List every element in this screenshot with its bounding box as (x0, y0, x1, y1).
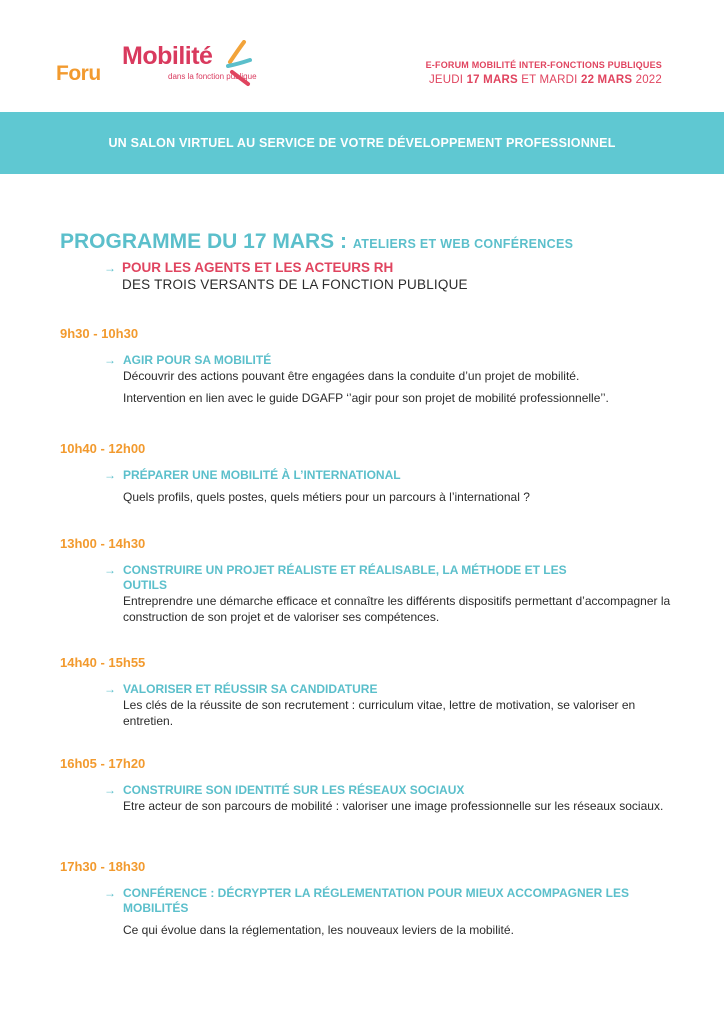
programme-audience (104, 260, 468, 292)
arrow-right-icon: → (104, 886, 116, 900)
event-title: E-FORUM MOBILITÉ INTER-FONCTIONS PUBLIQUES (425, 60, 662, 70)
event-dates (426, 74, 662, 86)
event-year: 2022 (632, 74, 662, 86)
audience-line2: DES TROIS VERSANTS DE LA FONCTION PUBLIQUE (122, 277, 468, 292)
logo-subtitle: dans la fonction publique (168, 72, 257, 81)
session-2 (60, 441, 680, 505)
session-desc-line: Découvrir des actions pouvant être engagées dans la conduite d’un projet de mobilité. (123, 369, 580, 383)
arrow-right-icon: → (104, 353, 116, 367)
session-desc-line: Etre acteur de son parcours de mobilité : valoriser une image professionnelle sur les réseaux sociaux. (123, 799, 664, 813)
session-1 (60, 326, 680, 406)
session-time: 9h30 - 10h30 (60, 326, 139, 341)
arrow-right-icon: → (104, 783, 116, 797)
session-title: AGIR POUR SA MOBILITÉ (123, 353, 272, 367)
event-day2-date: 22 MARS (580, 74, 633, 86)
session-time: 13h00 - 14h30 (60, 536, 146, 551)
logo-mobilite-text: Mobilité (122, 42, 213, 70)
session-title: CONFÉRENCE : DÉCRYPTER LA RÉGLEMENTATION POUR MIEUX ACCOMPAGNER LES MOBILITÉS (123, 886, 630, 915)
arrow-right-icon: → (104, 682, 116, 696)
arrow-right-icon: → (104, 261, 116, 275)
event-day1-date: 17 MARS (466, 74, 518, 86)
programme-title (60, 230, 573, 254)
session-time: 17h30 - 18h30 (60, 859, 146, 874)
session-desc-line: Ce qui évolue dans la réglementation, les nouveaux leviers de la mobilité. (123, 923, 514, 937)
session-description (123, 489, 680, 505)
session-title: CONSTRUIRE UN PROJET RÉALISTE ET RÉALISABLE, LA MÉTHODE ET LES OUTILS (123, 563, 567, 592)
session-title: VALORISER ET RÉUSSIR SA CANDIDATURE (123, 682, 378, 696)
audience-line1: POUR LES AGENTS ET LES ACTEURS RH (122, 260, 394, 275)
session-3 (60, 536, 680, 625)
session-time: 14h40 - 15h55 (60, 655, 146, 670)
session-5 (60, 756, 680, 814)
session-description (123, 922, 680, 938)
forum-mobilite-logo (56, 40, 256, 100)
session-description (123, 697, 680, 729)
session-title: CONSTRUIRE SON IDENTITÉ SUR LES RÉSEAUX SOCIAUX (123, 783, 465, 797)
session-title: PRÉPARER UNE MOBILITÉ À L’INTERNATIONAL (123, 468, 401, 482)
session-desc-line: Intervention en lien avec le guide DGAFP ‘’agir pour son projet de mobilité professionnelle’’. (123, 391, 609, 405)
banner (0, 112, 724, 174)
session-time: 10h40 - 12h00 (60, 441, 146, 456)
session-6 (60, 859, 680, 938)
event-day1-prefix: JEUDI (428, 74, 467, 86)
programme-main-title: PROGRAMME DU 17 MARS : (60, 230, 353, 253)
session-description (123, 798, 680, 814)
session-description (123, 593, 680, 625)
event-connector: ET MARDI (517, 74, 581, 86)
session-desc-line: Les clés de la réussite de son recrutement : curriculum vitae, lettre de motivation, se valoriser en entretien. (123, 698, 636, 728)
arrow-right-icon: → (104, 563, 116, 577)
session-time: 16h05 - 17h20 (60, 756, 146, 771)
banner-text: UN SALON VIRTUEL AU SERVICE DE VOTRE DÉVELOPPEMENT PROFESSIONNEL (108, 136, 616, 150)
session-desc-line: Quels profils, quels postes, quels métiers pour un parcours à l’international ? (123, 490, 530, 504)
programme-subtitle: ATELIERS ET WEB CONFÉRENCES (352, 237, 574, 251)
session-4 (60, 655, 680, 729)
arrow-right-icon: → (104, 468, 116, 482)
logo-brush-strokes-icon (226, 40, 256, 90)
event-info (426, 60, 662, 86)
session-desc-line: Entreprendre une démarche efficace et connaître les différents dispositifs permettant d’accompagner la construction de son projet et de valoriser ses compétences. (123, 594, 671, 624)
logo-forum-text: Foru (56, 62, 101, 85)
session-description (123, 368, 680, 406)
